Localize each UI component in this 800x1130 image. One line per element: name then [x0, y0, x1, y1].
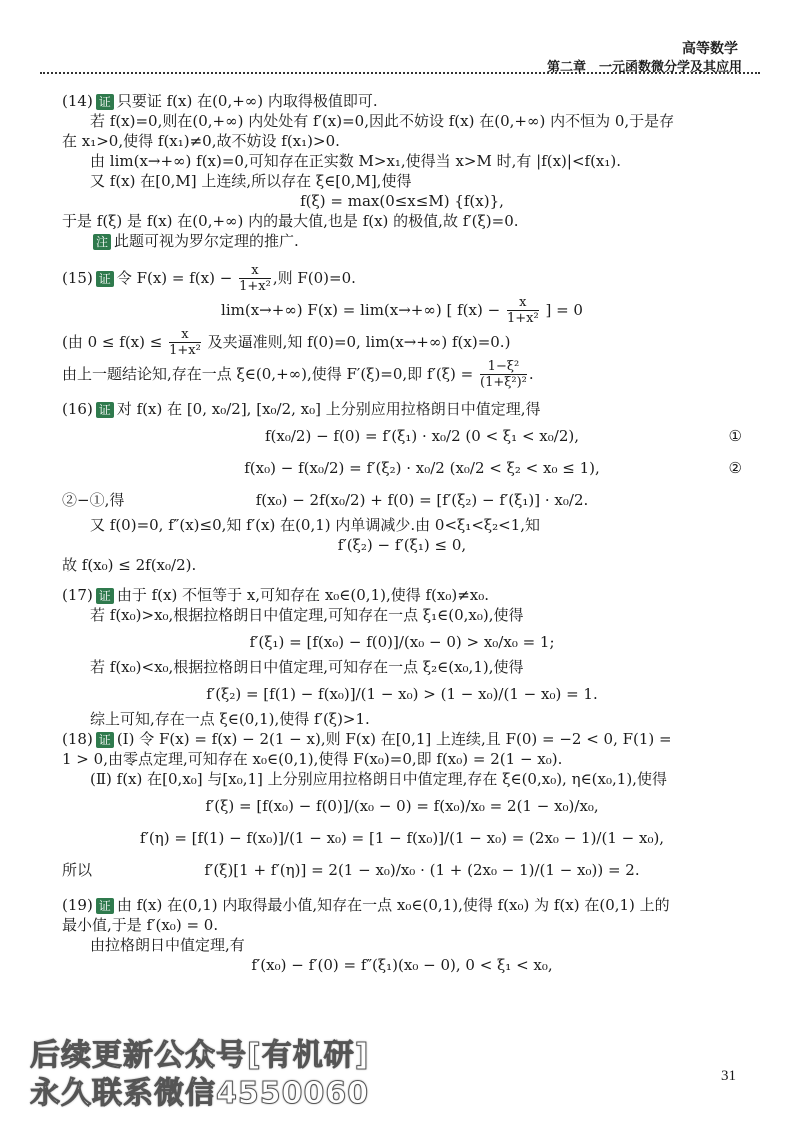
fraction — [480, 359, 527, 390]
problem-line — [62, 586, 742, 606]
problem-line — [62, 358, 742, 390]
problem-line: 综上可知,存在一点 ξ∈(0,1),使得 f′(ξ)>1. — [90, 710, 370, 728]
equation-line — [62, 678, 742, 710]
problem-line: 在 x₁>0,使得 f(x₁)≠0,故不妨设 f(x₁)>0. — [62, 132, 340, 150]
problem-text: 及夹逼准则,知 f(0)=0, lim(x→+∞) f(x)=0.) — [207, 332, 511, 351]
fraction — [169, 327, 201, 358]
problem-number: (16) — [62, 400, 93, 418]
header-dotted-divider — [40, 72, 760, 74]
problem-line: 若 f(x₀)<x₀,根据拉格朗日中值定理,可知存在一点 ξ₂∈(x₀,1),使得 — [90, 658, 524, 676]
proof-tag: 证 — [96, 588, 114, 604]
problem-line — [62, 730, 742, 750]
problem-line: 故 f(x₀) ≤ 2f(x₀/2). — [62, 556, 197, 574]
equation-lead: 所以 — [62, 861, 93, 879]
problem-number: (19) — [62, 896, 93, 914]
problem-text: . — [528, 364, 534, 383]
problem-line: 若 f(x₀)>x₀,根据拉格朗日中值定理,可知存在一点 ξ₁∈(0,x₀),使得 — [90, 606, 524, 624]
book-title: 高等数学 — [682, 41, 738, 57]
problem-line — [62, 262, 742, 294]
equation-text: f′(η) = [f(1) − f(x₀)]/(1 − x₀) = [1 − f(x₀)]/(1 − x₀) = (2x₀ − 1)/(1 − x₀), — [139, 829, 665, 847]
problem-14 — [62, 92, 742, 252]
proof-tag: 证 — [96, 898, 114, 914]
problem-text: (Ⅰ) 令 F(x) = f(x) − 2(1 − x),则 F(x) 在[0,1] 上连续,且 F(0) = −2 < 0, F(1) = — [116, 730, 672, 748]
page-content — [62, 92, 742, 976]
equation-text: lim(x→+∞) F(x) = lim(x→+∞) [ f(x) − — [221, 300, 501, 319]
note-text: 此题可视为罗尔定理的推广. — [114, 232, 299, 250]
proof-tag: 证 — [96, 402, 114, 418]
equation-lead: ②−①,得 — [62, 491, 125, 509]
watermark-line-1: 后续更新公众号[有机研] — [30, 1038, 370, 1073]
proof-tag: 证 — [96, 732, 114, 748]
page-header — [0, 0, 800, 80]
equation-text: f′(ξ₂) = [f(1) − f(x₀)]/(1 − x₀) > (1 − x₀)/(1 − x₀) = 1. — [206, 685, 598, 703]
problem-line: 由 lim(x→+∞) f(x)=0,可知存在正实数 M>x₁,使得当 x>M 时,有 |f(x)|<f(x₁). — [90, 152, 622, 170]
equation-line: f′(ξ₂) − f′(ξ₁) ≤ 0, — [337, 536, 467, 554]
proof-tag: 证 — [96, 94, 114, 110]
problem-text: 由 f(x) 在(0,1) 内取得最小值,知存在一点 x₀∈(0,1),使得 f(x₀) 为 f(x) 在(0,1) 上的 — [116, 896, 670, 914]
problem-line: 于是 f(ξ) 是 f(x) 在(0,+∞) 内的最大值,也是 f(x) 的极值,故 f′(ξ)=0. — [62, 212, 519, 230]
fraction — [239, 263, 271, 294]
problem-16 — [62, 400, 742, 576]
problem-15 — [62, 262, 742, 390]
problem-number: (17) — [62, 586, 93, 604]
page-number: 31 — [721, 1068, 736, 1084]
equation-line: f′(x₀) − f′(0) = f″(ξ₁)(x₀ − 0), 0 < ξ₁ < x₀, — [251, 956, 553, 974]
proof-tag: 证 — [96, 271, 114, 287]
problem-text: 由于 f(x) 不恒等于 x,可知存在 x₀∈(0,1),使得 f(x₀)≠x₀. — [116, 586, 490, 604]
problem-line — [62, 896, 742, 916]
problem-19 — [62, 896, 742, 976]
problem-line: 1 > 0,由零点定理,可知存在 x₀∈(0,1),使得 F(x₀)=0,即 f(x₀) = 2(1 − x₀). — [62, 750, 563, 768]
equation-text: ] = 0 — [545, 300, 583, 319]
equation-line — [62, 294, 742, 326]
problem-line: (Ⅱ) f(x) 在[0,x₀] 与[x₀,1] 上分别应用拉格朗日中值定理,存在 ξ∈(0,x₀), η∈(x₀,1),使得 — [90, 770, 667, 788]
equation-line — [62, 484, 742, 516]
problem-line: 又 f(0)=0, f″(x)≤0,知 f′(x) 在(0,1) 内单调减少.由 0<ξ₁<ξ₂<1,知 — [90, 516, 541, 534]
fraction-denominator: 1+x² — [239, 279, 271, 295]
equation-text: f(x₀) − f(x₀/2) = f′(ξ₂) · x₀/2 (x₀/2 < ξ₂ < x₀ ≤ 1), — [244, 459, 600, 477]
problem-text: 令 F(x) = f(x) − — [116, 268, 233, 287]
problem-line — [62, 326, 742, 358]
problem-line: 最小值,于是 f′(x₀) = 0. — [62, 916, 219, 934]
problem-line — [62, 400, 742, 420]
equation-line — [62, 420, 742, 452]
fraction-numerator: 1−ξ² — [480, 359, 527, 375]
problem-line — [62, 92, 742, 112]
fraction-numerator: x — [239, 263, 271, 279]
problem-number: (15) — [62, 268, 93, 287]
problem-line: 由拉格朗日中值定理,有 — [90, 936, 245, 954]
fraction — [507, 295, 539, 326]
equation-line: f(ξ) = max(0≤x≤M) {f(x)}, — [300, 192, 504, 210]
problem-line: 若 f(x)=0,则在(0,+∞) 内处处有 f′(x)=0,因此不妨设 f(x) 在(0,+∞) 内不恒为 0,于是存 — [90, 112, 675, 130]
chapter-title: 第二章 一元函数微分学及其应用 — [546, 60, 742, 75]
equation-tag: ② — [728, 459, 742, 477]
problem-17 — [62, 586, 742, 730]
fraction-numerator: x — [169, 327, 201, 343]
equation-text: f(x₀/2) − f(0) = f′(ξ₁) · x₀/2 (0 < ξ₁ < x₀/2), — [265, 427, 579, 445]
note-line — [62, 232, 742, 252]
equation-line — [62, 822, 742, 854]
problem-text: ,则 F(0)=0. — [272, 268, 356, 287]
equation-line — [62, 854, 742, 886]
problem-18 — [62, 730, 742, 886]
problem-text: 由上一题结论知,存在一点 ξ∈(0,+∞),使得 F′(ξ)=0,即 f′(ξ) = — [62, 364, 474, 383]
equation-text: f′(ξ) = [f(x₀) − f(0)]/(x₀ − 0) = f(x₀)/x₀ = 2(1 − x₀)/x₀, — [205, 797, 599, 815]
watermark-line-2: 永久联系微信4550060 — [30, 1076, 370, 1111]
equation-text: f′(ξ)[1 + f′(η)] = 2(1 − x₀)/x₀ · (1 + (2x₀ − 1)/(1 − x₀)) = 2. — [204, 861, 640, 879]
fraction-denominator: 1+x² — [169, 343, 201, 359]
problem-number: (18) — [62, 730, 93, 748]
equation-text: f(x₀) − 2f(x₀/2) + f(0) = [f′(ξ₂) − f′(ξ₁)] · x₀/2. — [255, 491, 589, 509]
equation-line — [62, 790, 742, 822]
equation-line — [62, 626, 742, 658]
equation-tag: ① — [728, 427, 742, 445]
equation-text: f′(ξ₁) = [f(x₀) − f(0)]/(x₀ − 0) > x₀/x₀ = 1; — [249, 633, 555, 651]
problem-line: 又 f(x) 在[0,M] 上连续,所以存在 ξ∈[0,M],使得 — [90, 172, 412, 190]
equation-line — [62, 452, 742, 484]
note-tag: 注 — [93, 234, 111, 250]
problem-text: 对 f(x) 在 [0, x₀/2], [x₀/2, x₀] 上分别应用拉格朗日中值定理,得 — [116, 400, 541, 418]
fraction-numerator: x — [507, 295, 539, 311]
fraction-denominator: (1+ξ²)² — [480, 375, 527, 391]
problem-text: (由 0 ≤ f(x) ≤ — [62, 332, 163, 351]
problem-number: (14) — [62, 92, 93, 110]
problem-text: 只要证 f(x) 在(0,+∞) 内取得极值即可. — [116, 92, 378, 110]
fraction-denominator: 1+x² — [506, 311, 539, 327]
